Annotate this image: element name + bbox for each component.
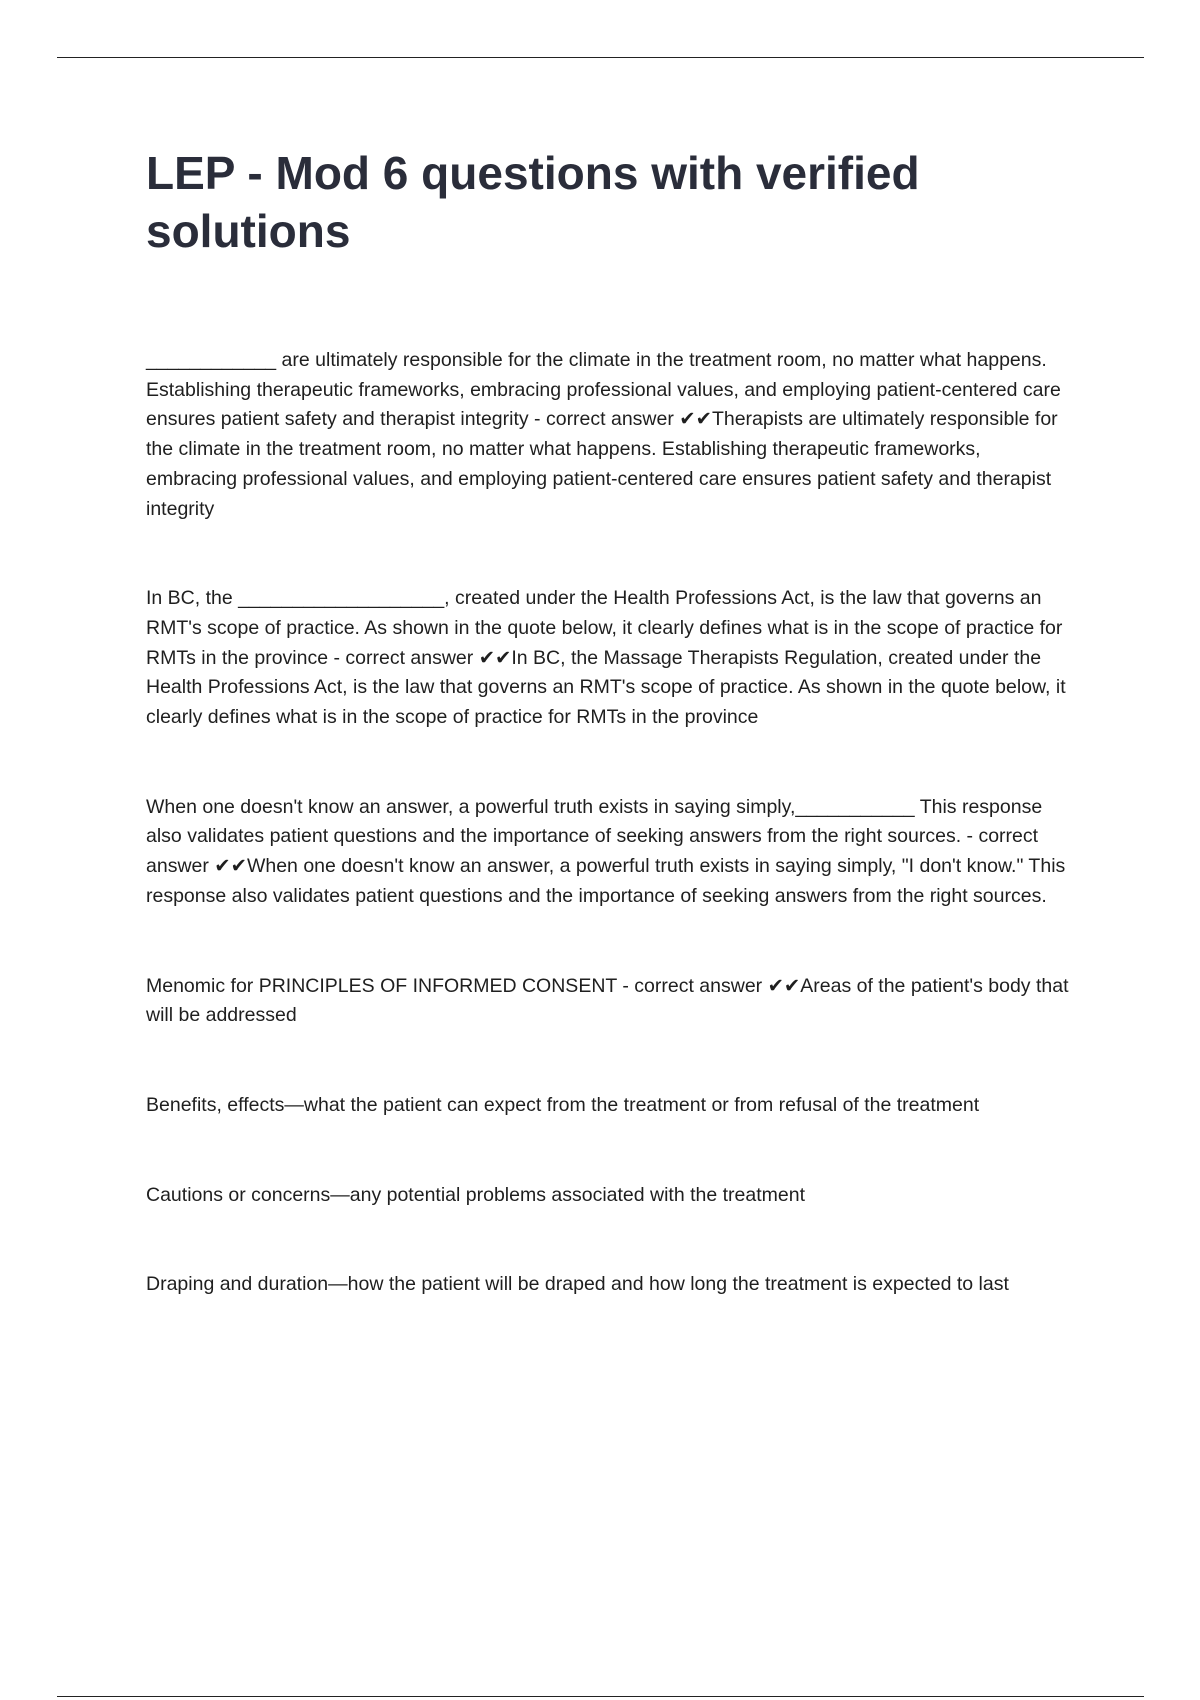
question-therapists-responsibility: ____________ are ultimately responsible for the climate in the treatment room, no matter what happens. Establishing therapeutic frameworks, embracing professional values, and employing patient-centered care ensures patient safety and therapist integrity - correct answer ✔✔Therapists are ultimately responsible for the climate in the treatment room, no matter what happens. Establishing therapeutic frameworks, embracing professional values, and employing patient-centered care ensures patient safety and therapist integrity [146,349,1061,520]
question-i-dont-know: When one doesn't know an answer, a powerful truth exists in saying simply,___________ This response also validates patient questions and the importance of seeking answers from the right sources. - correct answer ✔✔When one doesn't know an answer, a powerful truth exists in saying simply, "I don't know." This response also validates patient questions and the importance of seeking answers from the right sources. [146,795,1066,907]
consent-cautions-concerns: Cautions or concerns—any potential problems associated with the treatment [146,1183,806,1206]
question-informed-consent-mnemonic: Menomic for PRINCIPLES OF INFORMED CONSENT - correct answer ✔✔Areas of the patient's body that will be addressed [146,974,1069,1027]
consent-benefits-effects: Benefits, effects—what the patient can expect from the treatment or from refusal of the treatment [146,1093,980,1116]
consent-draping-duration: Draping and duration—how the patient will be draped and how long the treatment is expected to last [146,1273,1009,1296]
question-bc-regulation: In BC, the ___________________, created under the Health Professions Act, is the law that governs an RMT's scope of practice. As shown in the quote below, it clearly defines what is in the scope of practice for RMTs in the province - correct answer ✔✔In BC, the Massage Therapists Regulation, created under the Health Professions Act, is the law that governs an RMT's scope of practice. As shown in the quote below, it clearly defines what is in the scope of practice for RMTs in the province [146,587,1066,729]
question-list [146,346,1076,1360]
page-title: LEP - Mod 6 questions with verified solutions [146,147,920,257]
top-divider [57,57,1144,58]
bottom-divider [57,1696,1144,1697]
